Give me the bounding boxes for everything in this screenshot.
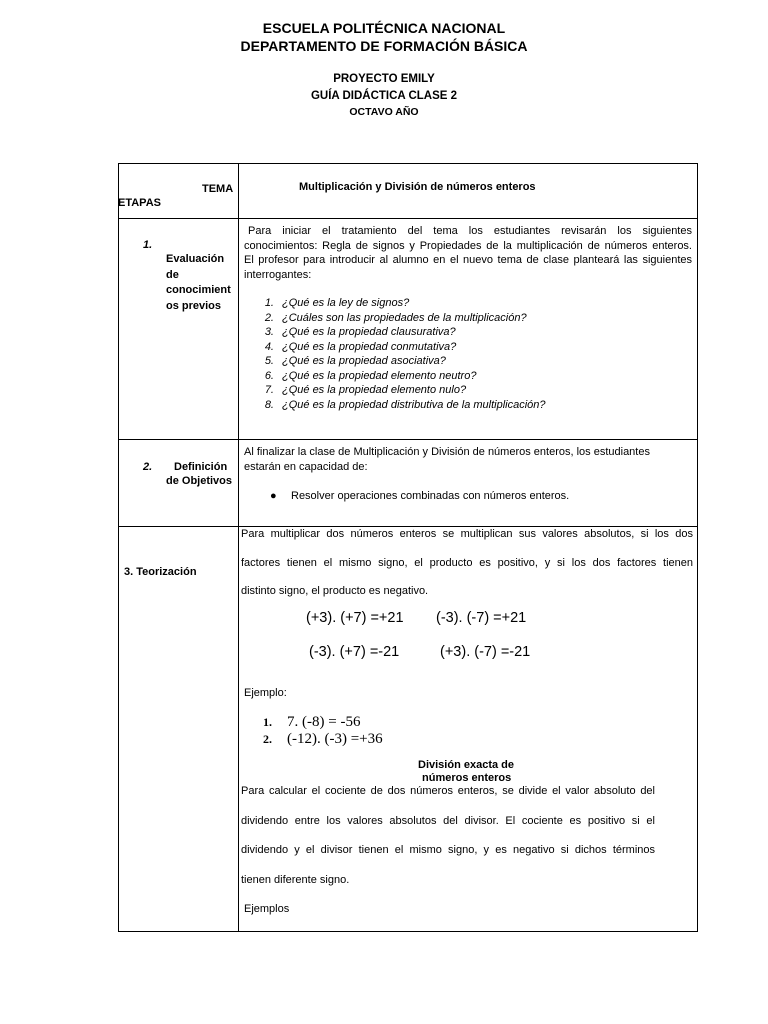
grade-label: OCTAVO AÑO [349,106,419,118]
stage-label: 3. Teorización [124,566,197,578]
formula: (-3). (+7) =-21 [309,644,400,660]
stage-number: 1. [143,239,153,251]
etapas-label: ETAPAS [118,197,161,209]
division-paragraph: Para calcular el cociente de dos números enteros, se divide el valor absoluto del dividendo entre los valores absolutos del divisor. El cociente es positivo si el dividendo y el divisor tienen el mismo signo, y es negativo si dichos términos tienen diferente signo. [241,785,655,886]
row-divider [118,218,698,219]
tema-label: TEMA [202,183,234,195]
objectives-intro: estarán en capacidad de: [244,461,368,473]
list-item: 7. ¿Qué es la propiedad elemento nulo? [264,384,467,396]
list-item: 2. ¿Cuáles son las propiedades de la multiplicación? [264,311,527,324]
row-divider [118,439,698,440]
theory-paragraph: Para multiplicar dos números enteros se multiplican sus valores absolutos, si los dos factores tienen el mismo signo, el producto es positivo, y si los dos factores tienen distinto signo, el producto es negativo. [241,528,693,597]
bullet-icon: ● [270,490,277,502]
list-item: 1. ¿Qué es la ley de signos? [264,297,410,309]
school-name: ESCUELA POLITÉCNICA NACIONAL [262,20,506,36]
guide-title: GUÍA DIDÁCTICA CLASE 2 [310,90,458,102]
stage-label: de Objetivos [166,475,233,487]
lesson-table [118,163,698,932]
department-name: DEPARTAMENTO DE FORMACIÓN BÁSICA [240,38,528,54]
formula: (+3). (-7) =-21 [440,644,531,660]
division-title: números enteros [422,772,512,784]
project-name: PROYECTO EMILY [333,73,435,85]
list-item: 3. ¿Qué es la propiedad clausurativa? [264,326,456,338]
list-item: 6. ¿Qué es la propiedad elemento neutro? [264,369,477,382]
stage-number: 2. [143,461,153,473]
examples-list [263,714,383,748]
formula: (-3). (-7) =+21 [436,610,527,626]
list-item: 8. ¿Qué es la propiedad distributiva de la multiplicación? [264,398,546,411]
stage-label: Definición [174,461,228,473]
column-divider [238,163,239,932]
list-item: 1. 7. (-8) = -56 [263,714,361,730]
questions-list [248,296,546,412]
examples-label: Ejemplos [244,903,290,915]
topic-title: Multiplicación y División de números enteros [299,181,536,193]
list-item: 4. ¿Qué es la propiedad conmutativa? [264,340,457,353]
stage-label: Evaluación de conocimient os previos [166,253,231,312]
intro-paragraph: Para iniciar el tratamiento del tema los estudiantes revisarán los siguientes conocimientos: Regla de signos y Propiedades de la multiplicación de números enteros. El profesor para introducir al alumno en el nuevo tema de clase planteará las siguientes interrogantes: [244,225,692,281]
objective-bullet: Resolver operaciones combinadas con números enteros. [291,490,570,502]
list-item: 2. (-12). (-3) =+36 [263,731,383,747]
list-item: 5. ¿Qué es la propiedad asociativa? [264,355,446,367]
division-title: División exacta de [418,759,514,771]
formula: (+3). (+7) =+21 [306,610,404,626]
example-label: Ejemplo: [244,687,287,699]
objectives-intro: Al finalizar la clase de Multiplicación y División de números enteros, los estudiantes [244,446,650,458]
